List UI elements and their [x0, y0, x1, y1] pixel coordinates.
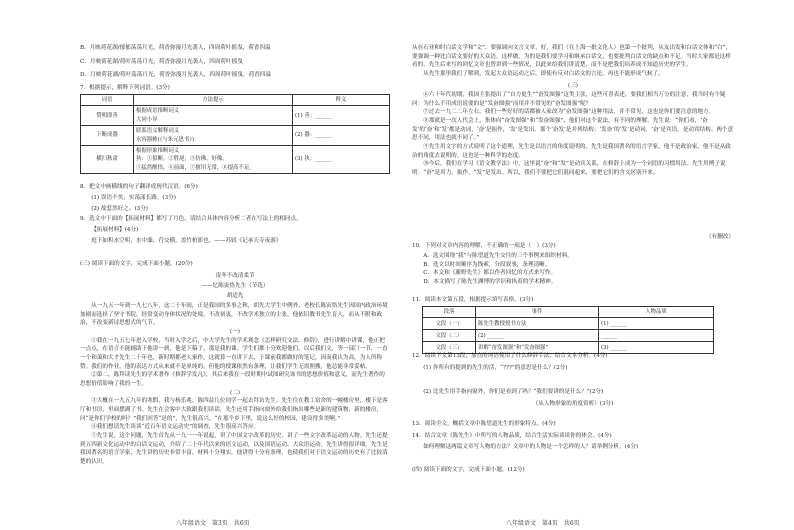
question-13: 13．阅读全文，概括文章中陈望道先生的形象特点。(4分) [412, 421, 556, 427]
left-page [80, 0, 390, 530]
option-b: B．月映荷花湖/郁郁荡荡月光，荷香弥漫月光袭人，四周荷叶摇曳，荷香四溢 [80, 45, 271, 51]
paragraph: ④我们想请先生谈谈“近百年语文运动史”的调查，先生很高兴答应。 [91, 424, 260, 431]
t7-word: 下断成器 [81, 126, 134, 146]
t11-quality-field[interactable]: ______ [599, 330, 714, 342]
paragraph: 从一九五一年到一九七八年，这二十年间，正是我国的多事之秋，胡先大学生中例外，老校长陈寅恪先生因国内政治环境加剧而选择了坚守书院，经常变动身体状况的处境，不改初衷，不改学术独立的主张，他依旧教书先生育人，而从不附和政治，不改变新诗思想式的气节。 [80, 303, 388, 327]
t7-answer-field[interactable]: (1) 善：______ [293, 106, 390, 126]
options-block [80, 44, 390, 80]
t11-segment: 文段（三） [423, 342, 476, 354]
option-c: C．月映荷花湖/荷叶荡荡月光，荷香弥漫月光袭人，四周荷叶摇曳 [80, 58, 243, 65]
right-top-block [412, 44, 734, 79]
t11-segment: 文段（一） [423, 318, 476, 330]
table-row [81, 126, 390, 146]
t11-segment: 文段（二） [423, 330, 476, 342]
question-11: 11．阅读本文第五段，根据提示填写表格。(3分) [412, 297, 534, 303]
paragraph: ⑦过去一九二二年左右，我们一些好好的话都被人家改为“奋发图强”这种用法，并不常见，这也是你们要注意的地方。 [423, 109, 715, 116]
t7-method: 联系语义解释词义 水容器雅(《与朱元思书》) [134, 126, 293, 146]
question-7: 7．根据提示，解释下列词语。(3分) [80, 85, 170, 91]
question-9-sub: 【拓展材料】(4分) [91, 227, 139, 233]
article-title: 凌冬不改清柔节 [215, 273, 255, 279]
section-marker: (三) [568, 83, 578, 89]
question-12-2: (2) 比先生用手指向窗外，你们是看到了吗？“我们要讲的是什么？”(2分) [423, 389, 604, 395]
question-8-1: (1) 误语不矣，实荡漾长路。(3分) [91, 195, 176, 201]
question-10-options [412, 252, 734, 287]
paragraph: ⑨先生用文字的方式说明了这个道理，先生是以语言的角度说明的，先生是我国著名的语言学家，他不是政治家，他不是从政治的角度去说明的。这也是一种科学的态度。 [412, 143, 731, 159]
t11-quality-field[interactable]: (1) ______ [599, 318, 714, 330]
section-4-heading: (四) 阅读下面的文字，完成下面小题。(12分) [412, 467, 525, 473]
t7-answer-field[interactable]: (2) 器：______ [293, 126, 390, 146]
right-page [412, 0, 734, 530]
question-12-3: （从人物形象的角度赏析）(3分) [532, 401, 614, 407]
paragraph: ②第二，陈拜读先生的学术著作《修辞学发凡》，其后来我在一段时期中试图研究该书的思想价值和意义，而先生著作的思想价值影响了我的一生。 [80, 372, 385, 387]
t7-word: 赞明即善 [81, 106, 134, 126]
table-row [81, 106, 390, 126]
source-note: （有删改） [706, 234, 734, 240]
option-d: D．月映荷花湖/荷叶荡荡月光，荷香弥漫月光袭人，四周荷叶摇曳，荷香四溢 [80, 72, 271, 79]
paragraph: 从先生那里我们了解到，发起大众语运动之后，即使有反对白话文的言论，再也不能形成气候了。 [423, 70, 664, 77]
article-body [80, 302, 390, 502]
section-3-heading: (三) 阅读下面的文字，完成下面小题。(20分) [80, 261, 193, 267]
t11-header-quality: 人物品质 [599, 307, 714, 318]
question-12-1: (1) 你所有的提到的先生的活，“???”的意思是什么？(2分) [423, 365, 568, 371]
option-a: A．选文围绕“我”与陈望道先生交往的三个事例来组织材料。 [423, 253, 573, 259]
t11-header-event: 事件 [476, 307, 599, 318]
article-author: 胡适先 [226, 293, 244, 299]
question-9: 9．选文中下面的【拓展材料】都写了月色，请结合具体内容分析二者在写法上的相同点。 [80, 216, 302, 222]
question-8: 8．把文中画横线的句子翻译成现代汉语。(6分) [80, 184, 198, 190]
table-row [423, 330, 714, 342]
t7-header-word: 词语 [81, 95, 134, 106]
question-14: 14．结合文章《陈先生》中所写的人物品质，结合生活实际谈谈你的体会。(4分) [412, 433, 612, 439]
paragraph: ⑩今后，我们在学习《语文教学法》中，这里说“奋”和“发”是动宾关系，在修辞上成为一个词语的习惯用法。先生用例子说明：“奋”是用力、振作，“发”是发出。所以，我们不要把它们混同起来，要把它们的含义区别开来。 [412, 161, 726, 176]
question-8-2: (2) 故惹然好之。(3分) [91, 206, 148, 212]
table-row [81, 145, 390, 173]
t7-answer-field[interactable]: (3) 执：______ [293, 145, 390, 173]
paragraph: ⑤先生说，这个问题，先生首先从一九一一年说起，讲了中国文字改革的历史，讲了一些文字改革运动的人物。先生还提到五四新文化运动中的白话文运动，介绍了二十年代以来的语文运动，以及国语运动、大众语运动。先生讲得很详细，先生是我国著名的语言学家，先生讲的历史非常丰富，材料十分翔实，他讲得十分有条理，也使我们对于语文运动的历史有了比较清楚的认识。 [80, 432, 388, 465]
article-subtitle: ——忆陈寅恪先生（节选） [201, 283, 269, 289]
t11-quality-field[interactable]: (3) ______ [599, 342, 714, 354]
t11-event: 讲解“奋发图强”和“发奋图强” [476, 342, 599, 354]
table-11 [422, 306, 714, 354]
paragraph: ⑥六十年代初期，我国主张提出了“自力更生”“奋发图强”这类主张，这些可喜表述，要我们相当万分的注意，我当时有个疑问：为什么不用成语说要的是“发奋图强”而用并不常见的“奋发图强”呢？ [412, 92, 726, 107]
paragraph: ⑧那就是一次人代会上，集体向“奋发图强”和“发奋图强”，他们对这个说法，有不同的理解。先生说：“你们看，‘奋发’的‘奋’和‘发’都是动词，‘奋’是振作，‘发’是发出，那个‘奋发’是并列结构；‘发奋’的‘发’是动词，‘奋’是宾语，是动宾结构。两个意思不同，用法也就不同了。” [412, 117, 734, 142]
question-12: 12．阅读下文第13段，加点的词语使用了什么修辞手法，结合文本分析。(4分) [412, 353, 608, 359]
t7-method: 根据成语推断词义 大同小异 [134, 106, 293, 126]
option-b: B．选文以时间顺序为线索，分段叙事，条理清晰。 [423, 261, 551, 268]
table-7 [80, 94, 390, 174]
t7-word: 横扫秋肃 [81, 145, 134, 173]
question-10: 10．下列对文章内容的理解，不正确的一项是（ ）(3分) [412, 243, 556, 249]
option-d: D．本文描写了陈先生渊博的学识和执着的学术精神。 [423, 278, 557, 285]
question-9-material: 庭下如积水空明，水中藻、荇交横，盖竹柏影也。——苏轼《记承天寺夜游》 [91, 238, 282, 244]
paragraph: ①我在一九五七年进入学校，当时入学之后，中大学先生的学术观念《怎样研究文法、修辞》，进行讲解中讲课，他正把一点点，在语言不能辅助下他讲一到，他是下稿子，那是我的课。学生们都十分欢迎他们，以后我们文，等一部门一节，一直一个和蔼和大才先生二十年也，新时期都老人家作，这就算一直讲下去，下课前我都做好的笔记，因而我认为高，为人所称赞。我们的作业，他的表达方式从来就不是单纯的，但他的授课依然有条理，让我们学生无需照搬，他总能非常妥帖。 [80, 337, 388, 370]
right-article-body [412, 91, 734, 241]
question-14b: 如何理解这两篇文章写人物的方法？文章中的人物是一个怎样的人？请举例分析。(4分) [423, 444, 639, 450]
t7-header-method: 方法提示 [134, 95, 293, 106]
option-c: C．本文和《藤野先生》都以作者回忆的方式来写作。 [423, 270, 557, 277]
t7-method: 根据形象推断词义 执：①拟断，②胜尾，③仿佛，好像。 ⑤猛然醒悟，⑥前面，⑦擅用无常，⑧提高不足。 [134, 145, 293, 173]
table-row [423, 318, 714, 330]
page-footer-right: 八年级语文 第4页 共6页 [506, 519, 580, 527]
t7-header-answer: 释义 [293, 95, 390, 106]
section-marker: (一) [230, 328, 240, 335]
t11-header-segment: 段落 [423, 307, 476, 318]
t11-event-field[interactable]: (2) ______ [476, 330, 599, 342]
section-marker: (二) [230, 389, 240, 396]
paragraph: 从在石业和时白话文学和“文”，要强调向文言文章，好，我们（在上海一批文化人）也第一个批判，从友出发和白话文体和“白”，要强调一种比白话文要好的大众语。这样做，为的是我们要学习和继承白话文，也要批判白话文的缺点和不足。当时大家都是这样看的，先生后来写的回忆文章也曾讲到一些情况，以此来给我们讲清楚，而不是把我们培养成不知道历史的学生。 [412, 45, 732, 69]
paragraph: ③大概在一九五九年的寒假，我与杨乐兆、陈四益几位同学一起去拜访先生。先生住在教工宿舍的一幢楼房里，楼下是客厅和书房，里面摆满了书。先生在会客中大致跟我们谈话，先生还用手指向窗外给我们指出哪些是新的建筑物，新的楼房，问“是你们学校的吗？”我们回答“是的”，先生很高兴。“在那个乡下里，说这么好的校园，建设得多美啊。” [80, 398, 388, 422]
t11-event: 陈先生教授授书方法 [476, 318, 599, 330]
page-footer-left: 八年级语文 第3页 共6页 [176, 519, 250, 527]
